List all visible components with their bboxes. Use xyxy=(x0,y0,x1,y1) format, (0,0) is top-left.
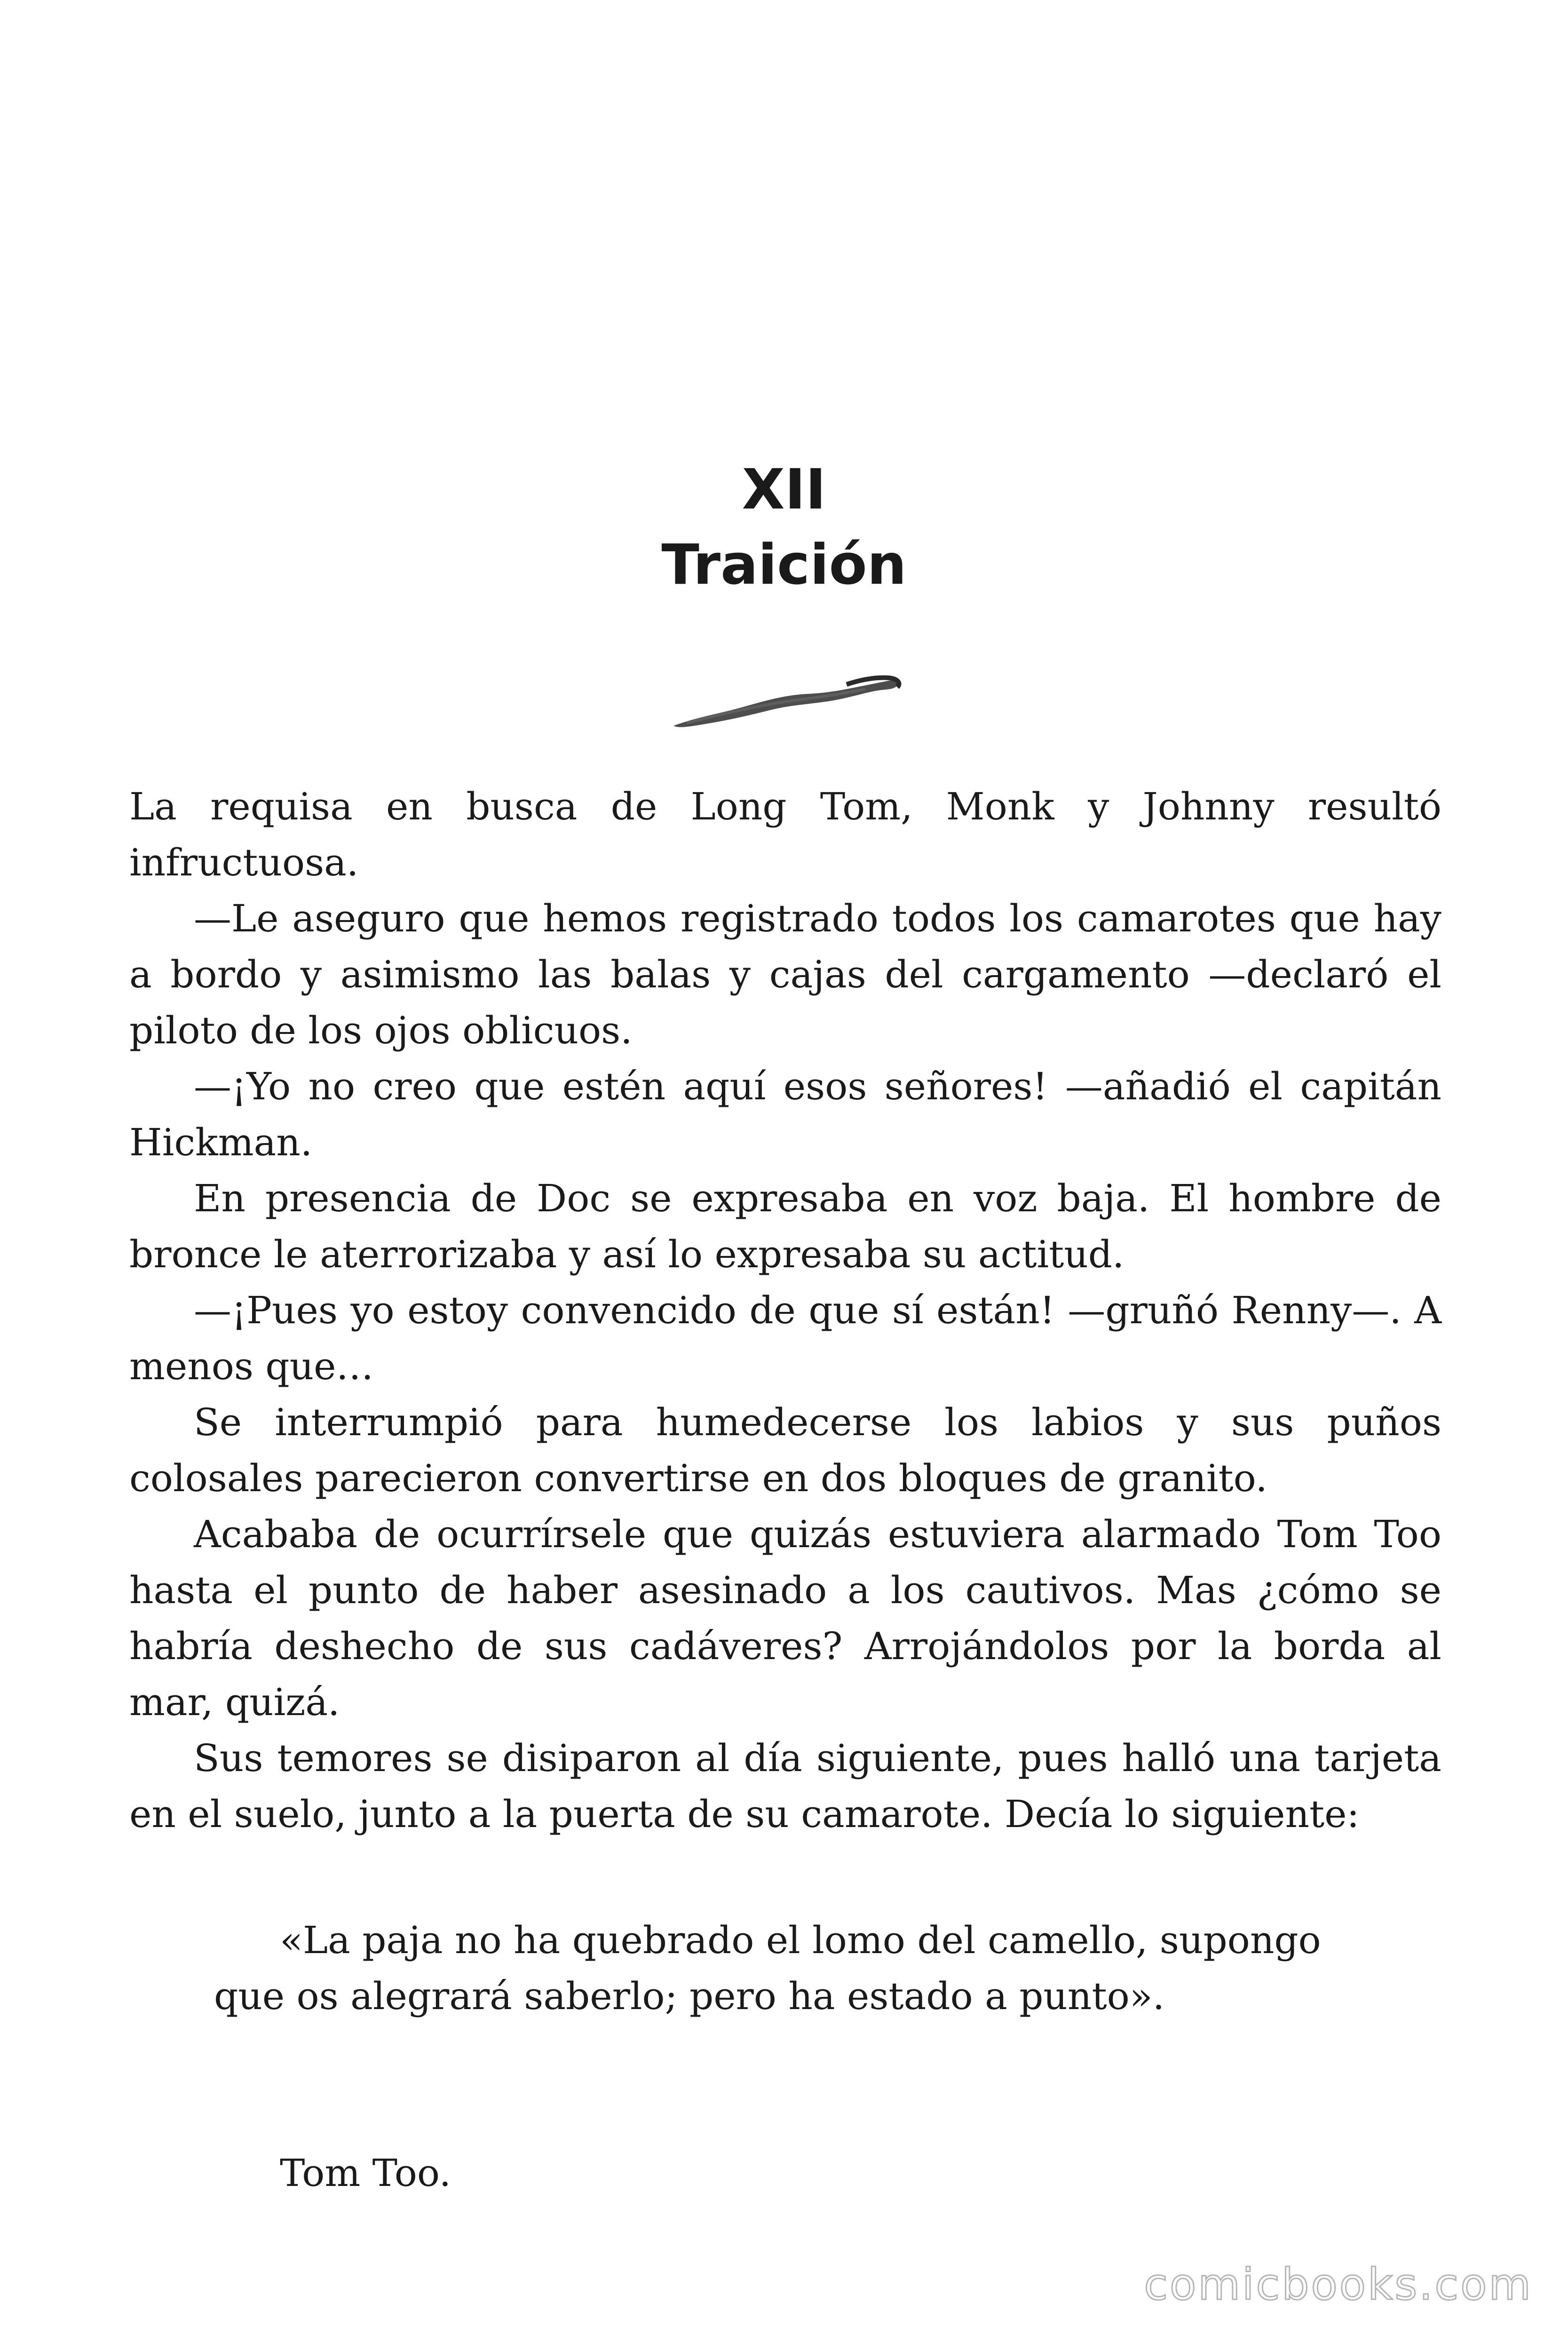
chapter-heading xyxy=(0,452,1568,602)
paragraph: —¡Yo no creo que estén aquí esos señores! —añadió el capitán Hickman. xyxy=(129,1065,1441,1164)
paragraph: —Le aseguro que hemos registrado todos los camarotes que hay a bordo y asimismo las balas y cajas del cargamento —declaró el piloto de los ojos oblicuos. xyxy=(129,897,1441,1052)
chapter-title: Traición xyxy=(661,532,907,597)
paragraph: Acababa de ocurrírsele que quizás estuviera alarmado Tom Too hasta el punto de haber asesinado a los cautivos. Mas ¿cómo se habría deshecho de sus cadáveres? Arrojándolos por la borda al mar, quizá. xyxy=(129,1512,1441,1724)
watermark: comicbooks.com xyxy=(1144,2259,1533,2310)
paragraph: La requisa en busca de Long Tom, Monk y Johnny resultó infructuosa. xyxy=(129,785,1441,884)
note-signature: Tom Too. xyxy=(280,2151,451,2195)
paragraph: —¡Pues yo estoy convencido de que sí están! —gruñó Renny—. A menos que… xyxy=(129,1288,1441,1388)
body-text xyxy=(129,779,1441,1842)
note-text: «La paja no ha quebrado el lomo del camello, supongo que os alegrará saberlo; pero ha estado a punto». xyxy=(214,1918,1321,2018)
paragraph: Sus temores se disiparon al día siguiente, pues halló una tarjeta en el suelo, junto a la puerta de su camarote. Decía lo siguiente: xyxy=(129,1736,1441,1836)
chapter-number: XII xyxy=(742,457,826,522)
paragraph: Se interrumpió para humedecerse los labios y sus puños colosales parecieron convertirse en dos bloques de granito. xyxy=(129,1400,1441,1500)
paragraph: En presencia de Doc se expresaba en voz baja. El hombre de bronce le aterrorizaba y así lo expresaba su actitud. xyxy=(129,1176,1441,1276)
brush-stroke-ornament-icon xyxy=(668,670,903,736)
note-quote xyxy=(214,1912,1357,2024)
